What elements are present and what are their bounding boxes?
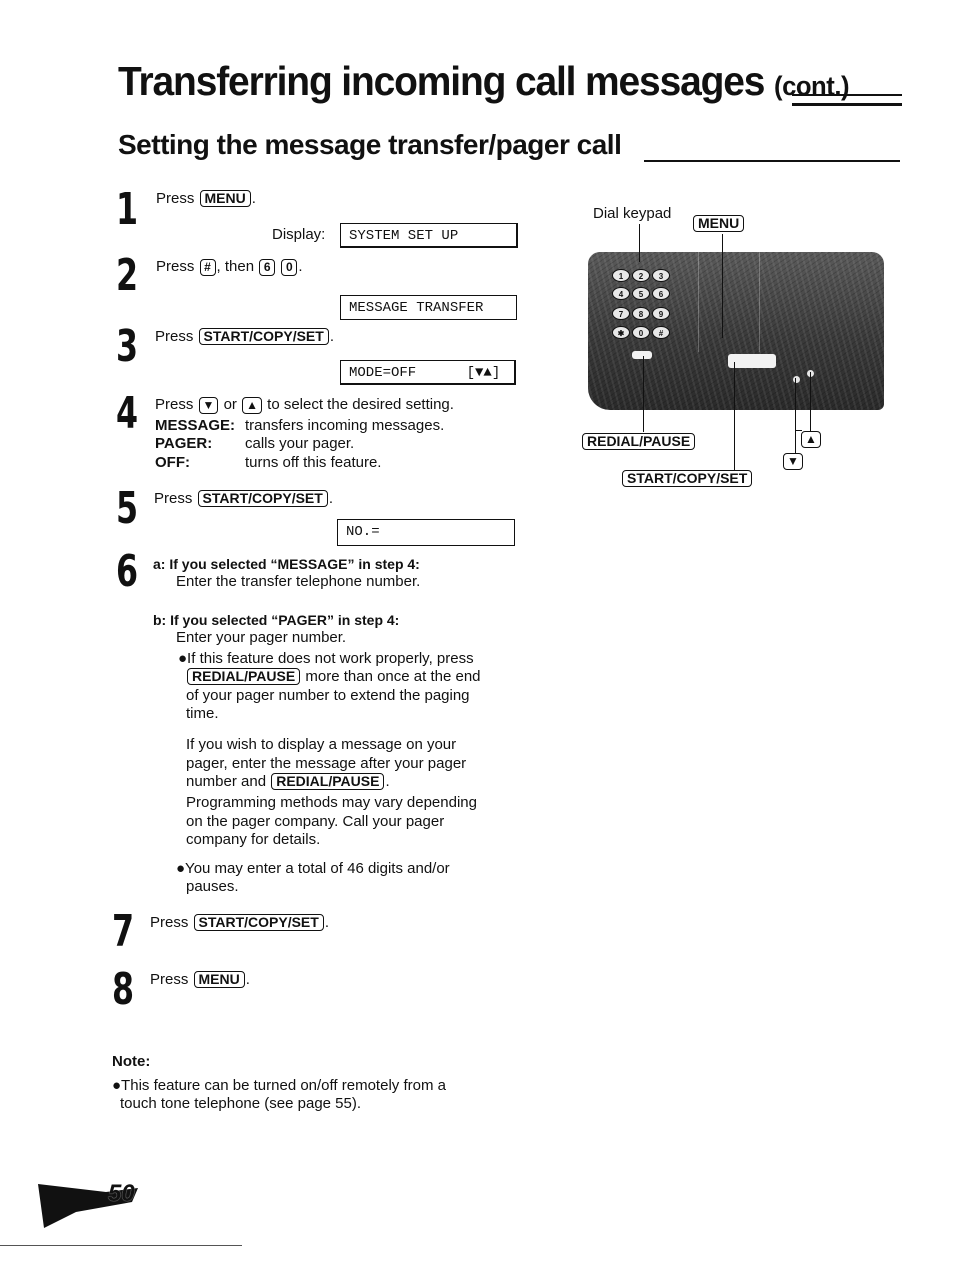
display-message-transfer: MESSAGE TRANSFER: [340, 295, 517, 320]
footer-rule: [0, 1245, 242, 1246]
redial-button-shape: [632, 351, 652, 359]
bullet-1-line: ●If this feature does not work properly, press: [178, 650, 474, 667]
bullet-1-line: time.: [186, 705, 219, 722]
up-arrow-key: ▲: [801, 431, 821, 448]
paragraph-line: company for details.: [186, 831, 321, 848]
keypad-key: #: [652, 326, 670, 339]
dial-keypad-label: Dial keypad: [593, 205, 672, 222]
paragraph-line: If you wish to display a message on your: [186, 736, 457, 753]
display-system-set-up: SYSTEM SET UP: [340, 223, 518, 248]
bullet-2-line: pauses.: [186, 878, 239, 895]
callout-line: [643, 356, 644, 432]
section-rule: [644, 160, 900, 162]
paragraph-line: Programming methods may vary depending: [186, 794, 477, 811]
diagram-up-label: [800, 430, 822, 448]
paragraph-line: number and REDIAL/PAUSE .: [186, 773, 390, 790]
note-line: touch tone telephone (see page 55).: [120, 1095, 362, 1112]
redial-pause-key: REDIAL/PAUSE: [582, 433, 695, 450]
menu-key: MENU: [200, 190, 251, 207]
step-6b-text: Enter your pager number.: [176, 629, 347, 646]
bullet-2-line: ●You may enter a total of 46 digits and/or: [176, 860, 450, 877]
step-7-instruction: Press START/COPY/SET .: [150, 914, 329, 931]
keypad-key: 6: [652, 287, 670, 300]
keypad-key: 3: [652, 269, 670, 282]
option-desc: transfers incoming messages.: [245, 417, 445, 434]
redial-pause-key: REDIAL/PAUSE: [187, 668, 300, 685]
note-label: Note:: [112, 1053, 151, 1070]
diagram-redial-label: [581, 433, 696, 451]
keypad-key: 2: [632, 269, 650, 282]
start-copy-set-key: START/COPY/SET: [199, 328, 329, 345]
step-1-instruction: Press MENU .: [156, 190, 256, 207]
bullet-1-line: of your pager number to extend the paging: [186, 687, 470, 704]
menu-key: MENU: [194, 971, 245, 988]
menu-key: MENU: [693, 215, 744, 232]
title-rule: [792, 94, 902, 106]
callout-line: [639, 224, 640, 262]
step-number-5: 5: [116, 483, 139, 534]
display-mode-off: MODE=OFF [▼▲]: [340, 360, 516, 385]
zero-key: 0: [281, 259, 297, 276]
keypad-key: 0: [632, 326, 650, 339]
step-number-6: 6: [116, 546, 139, 597]
keypad-key: 1: [612, 269, 630, 282]
option-desc: calls your pager.: [245, 435, 355, 452]
keypad-key: 7: [612, 307, 630, 320]
up-arrow-key: ▲: [242, 397, 262, 414]
step-5-instruction: Press START/COPY/SET .: [154, 490, 333, 507]
callout-line: [810, 372, 811, 432]
start-copy-set-key: START/COPY/SET: [198, 490, 328, 507]
hash-key: #: [200, 259, 216, 276]
step-number-3: 3: [116, 321, 139, 372]
start-copy-set-key: START/COPY/SET: [194, 914, 324, 931]
step-6b-heading: b: If you selected “PAGER” in step 4:: [153, 612, 400, 628]
step-number-4: 4: [116, 388, 139, 439]
keypad-key: 4: [612, 287, 630, 300]
down-arrow-key: ▼: [199, 397, 219, 414]
step-8-instruction: Press MENU .: [150, 971, 250, 988]
start-copy-set-button-shape: [728, 354, 776, 368]
callout-line: [734, 362, 735, 472]
option-term: OFF:: [155, 454, 190, 471]
diagram-start-label: [621, 470, 753, 488]
diagram-menu-label: [692, 215, 745, 233]
bullet-1-line: REDIAL/PAUSE more than once at the end: [186, 668, 481, 686]
callout-line: [795, 378, 796, 430]
keypad-key: 5: [632, 287, 650, 300]
down-arrow-key: ▼: [783, 453, 803, 470]
title-suffix: (cont.): [774, 71, 850, 101]
start-copy-set-key: START/COPY/SET: [622, 470, 752, 487]
callout-line: [722, 234, 723, 338]
step-number-8: 8: [112, 964, 135, 1015]
option-term: MESSAGE:: [155, 417, 236, 434]
diagram-down-label: [782, 452, 804, 470]
option-term: PAGER:: [155, 435, 213, 452]
paragraph-line: pager, enter the message after your pager: [186, 755, 467, 772]
step-6a-heading: a: If you selected “MESSAGE” in step 4:: [153, 556, 420, 572]
step-number-7: 7: [112, 906, 135, 957]
display-label: Display:: [272, 226, 326, 243]
page-number: 50: [108, 1180, 135, 1207]
step-2-instruction: Press # , then 6 0 .: [156, 258, 303, 275]
fax-machine-illustration: [588, 252, 884, 410]
keypad-key: 8: [632, 307, 650, 320]
step-number-1: 1: [116, 184, 139, 235]
note-line: ●This feature can be turned on/off remotely from a: [112, 1077, 446, 1094]
step-number-2: 2: [116, 250, 139, 301]
step-4-instruction: Press ▼ or ▲ to select the desired setting.: [155, 396, 454, 413]
display-panel-shape: [698, 252, 760, 352]
step-3-instruction: Press START/COPY/SET .: [155, 328, 334, 345]
six-key: 6: [259, 259, 275, 276]
step-6a-text: Enter the transfer telephone number.: [176, 573, 421, 590]
keypad-key: 9: [652, 307, 670, 320]
paragraph-line: on the pager company. Call your pager: [186, 813, 445, 830]
page-title: Transferring incoming call messages (cont.): [118, 58, 850, 104]
display-number: NO.=: [337, 519, 515, 546]
keypad-key: ✱: [612, 326, 630, 339]
option-desc: turns off this feature.: [245, 454, 382, 471]
section-title: Setting the message transfer/pager call: [118, 129, 622, 160]
redial-pause-key: REDIAL/PAUSE: [271, 773, 384, 790]
